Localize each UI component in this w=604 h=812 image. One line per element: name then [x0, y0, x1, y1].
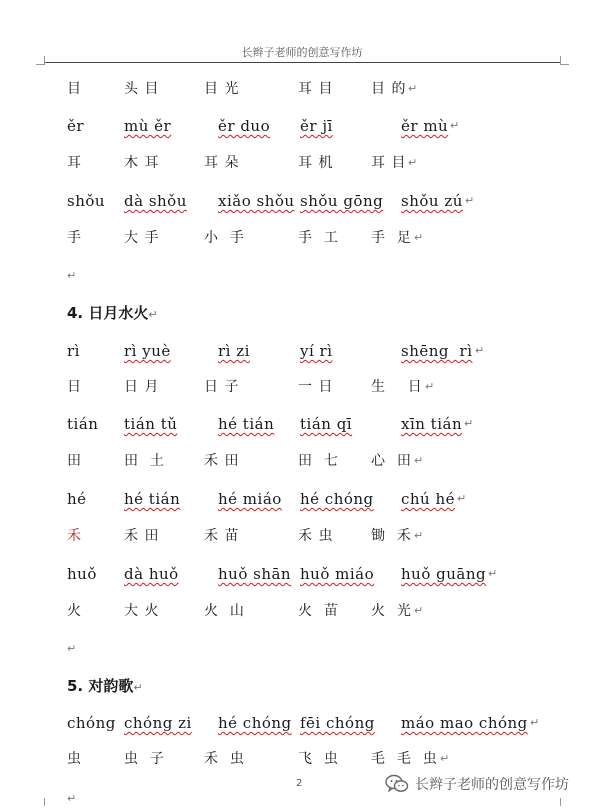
- hanzi-row: [0, 448, 604, 474]
- pinyin-word: hé tián: [218, 415, 275, 433]
- paragraph-mark: ↵: [414, 231, 424, 244]
- hanzi-word: 目 光: [204, 81, 240, 97]
- hanzi-word: 大 火: [124, 603, 160, 619]
- hanzi-word: 手: [67, 230, 82, 246]
- pinyin-row: [0, 561, 604, 587]
- hanzi-word: 禾 田: [124, 528, 160, 544]
- paragraph-mark: ↵: [425, 380, 435, 393]
- pinyin-row: [0, 338, 604, 364]
- crop-mark: [36, 798, 45, 806]
- section-heading-text: 4. 日月水火: [67, 304, 149, 322]
- hanzi-word: 日 子: [204, 379, 240, 395]
- hanzi-word: 手 工: [298, 230, 339, 246]
- hanzi-word: 生 日: [371, 379, 423, 395]
- pinyin-word: shǒu zú: [401, 192, 463, 210]
- hanzi-word: 目: [67, 81, 82, 97]
- section-heading: [67, 300, 158, 328]
- pinyin-word: rì zi: [218, 342, 250, 360]
- paragraph-mark: ↵: [133, 681, 143, 694]
- hanzi-row: [0, 598, 604, 624]
- pinyin-word: mù ěr: [124, 117, 172, 135]
- pinyin-word: xīn tián: [401, 415, 463, 433]
- pinyin-word: rì: [67, 342, 80, 360]
- pinyin-word: fēi chóng: [300, 714, 375, 732]
- hanzi-word: 一 日: [298, 379, 334, 395]
- hanzi-word: 田 七: [298, 453, 339, 469]
- hanzi-word: 虫 子: [124, 751, 165, 767]
- page-number: 2: [296, 778, 303, 789]
- paragraph-mark: ↵: [67, 642, 77, 655]
- pinyin-word: yí rì: [300, 342, 333, 360]
- paragraph-mark: ↵: [414, 604, 424, 617]
- hanzi-word: 虫: [67, 751, 82, 767]
- hanzi-word: 火 苗: [298, 603, 339, 619]
- crop-mark: [560, 56, 569, 65]
- hanzi-word: 大 手: [124, 230, 160, 246]
- hanzi-word: 耳 目: [371, 155, 407, 171]
- pinyin-word: chú hé: [401, 490, 456, 508]
- hanzi-word: 日 月: [124, 379, 160, 395]
- paragraph-mark: ↵: [414, 529, 424, 542]
- pinyin-word: ěr mù: [401, 117, 449, 135]
- pinyin-row: [0, 113, 604, 139]
- pinyin-word: hé: [67, 490, 87, 508]
- paragraph-mark: ↵: [530, 716, 540, 729]
- pinyin-word: ěr jī: [300, 117, 333, 135]
- paragraph-mark: ↵: [475, 344, 485, 357]
- pinyin-word: tián: [67, 415, 99, 433]
- hanzi-word: 目 的: [371, 81, 407, 97]
- paragraph-mark: ↵: [464, 417, 474, 430]
- hanzi-word: 火 光: [371, 603, 412, 619]
- pinyin-word: huǒ shān: [218, 565, 292, 583]
- pinyin-word: tián qī: [300, 415, 353, 433]
- hanzi-row: [0, 746, 604, 772]
- hanzi-word: 火: [67, 603, 82, 619]
- pinyin-word: huǒ miáo: [300, 565, 375, 583]
- hanzi-row: [0, 523, 604, 549]
- pinyin-row: [0, 411, 604, 437]
- pinyin-word: chóng zi: [124, 714, 192, 732]
- hanzi-word: 田: [67, 453, 82, 469]
- pinyin-row: [0, 486, 604, 512]
- hanzi-word: 火 山: [204, 603, 245, 619]
- hanzi-word: 手 足: [371, 230, 412, 246]
- hanzi-row: [0, 374, 604, 400]
- pinyin-word: hé miáo: [218, 490, 282, 508]
- pinyin-word: dà shǒu: [124, 192, 187, 210]
- pinyin-word: xiǎo shǒu: [218, 192, 295, 210]
- paragraph-mark: ↵: [465, 194, 475, 207]
- hanzi-word: 心 田: [371, 453, 412, 469]
- header-rule: [44, 62, 560, 63]
- pinyin-row: [0, 188, 604, 214]
- crop-mark: [560, 798, 569, 806]
- paragraph-mark: ↵: [67, 792, 77, 805]
- hanzi-word: 耳 机: [298, 155, 334, 171]
- pinyin-word: hé tián: [124, 490, 181, 508]
- paragraph-mark: ↵: [67, 269, 77, 282]
- hanzi-row: [0, 150, 604, 176]
- hanzi-word: 锄 禾: [371, 528, 412, 544]
- watermark: [385, 771, 569, 797]
- hanzi-word: 禾: [67, 528, 82, 544]
- paragraph-mark: ↵: [450, 119, 460, 132]
- paragraph-mark: ↵: [440, 752, 450, 765]
- hanzi-word: 禾 虫: [298, 528, 334, 544]
- hanzi-word: 禾 田: [204, 453, 240, 469]
- hanzi-word: 小 手: [204, 230, 245, 246]
- hanzi-row: [0, 225, 604, 251]
- hanzi-word: 日: [67, 379, 82, 395]
- pinyin-word: rì yuè: [124, 342, 171, 360]
- crop-mark: [36, 56, 45, 65]
- pinyin-word: dà huǒ: [124, 565, 179, 583]
- hanzi-word: 禾 虫: [204, 751, 245, 767]
- hanzi-word: 耳 朵: [204, 155, 240, 171]
- paragraph-mark: ↵: [408, 156, 418, 169]
- hanzi-word: 耳 目: [298, 81, 334, 97]
- pinyin-word: huǒ guāng: [401, 565, 487, 583]
- pinyin-row: [0, 710, 604, 736]
- pinyin-word: tián tǔ: [124, 415, 178, 433]
- hanzi-word: 耳: [67, 155, 82, 171]
- pinyin-word: máo mao chóng: [401, 714, 528, 732]
- page-header: 长辫子老师的创意写作坊: [241, 46, 363, 59]
- pinyin-word: shēng rì: [401, 342, 473, 360]
- hanzi-word: 木 耳: [124, 155, 160, 171]
- pinyin-word: hé chóng: [300, 490, 374, 508]
- section-heading-text: 5. 对韵歌: [67, 677, 134, 695]
- paragraph-mark: ↵: [408, 82, 418, 95]
- pinyin-word: ěr: [67, 117, 85, 135]
- paragraph-mark: ↵: [488, 567, 498, 580]
- hanzi-word: 头 目: [124, 81, 160, 97]
- pinyin-word: shǒu: [67, 192, 106, 210]
- pinyin-word: chóng: [67, 714, 116, 732]
- pinyin-word: hé chóng: [218, 714, 292, 732]
- paragraph-mark: ↵: [457, 492, 467, 505]
- pinyin-word: ěr duo: [218, 117, 271, 135]
- wechat-icon: [385, 774, 409, 794]
- hanzi-word: 飞 虫: [298, 751, 339, 767]
- hanzi-word: 毛 毛 虫: [371, 751, 438, 767]
- pinyin-word: shǒu gōng: [300, 192, 384, 210]
- hanzi-word: 田 土: [124, 453, 165, 469]
- hanzi-row: [0, 76, 604, 102]
- paragraph-mark: ↵: [148, 308, 158, 321]
- section-heading: [67, 673, 143, 701]
- pinyin-word: huǒ: [67, 565, 97, 583]
- paragraph-mark: ↵: [414, 454, 424, 467]
- watermark-text: 长辫子老师的创意写作坊: [415, 777, 569, 793]
- hanzi-word: 禾 苗: [204, 528, 240, 544]
